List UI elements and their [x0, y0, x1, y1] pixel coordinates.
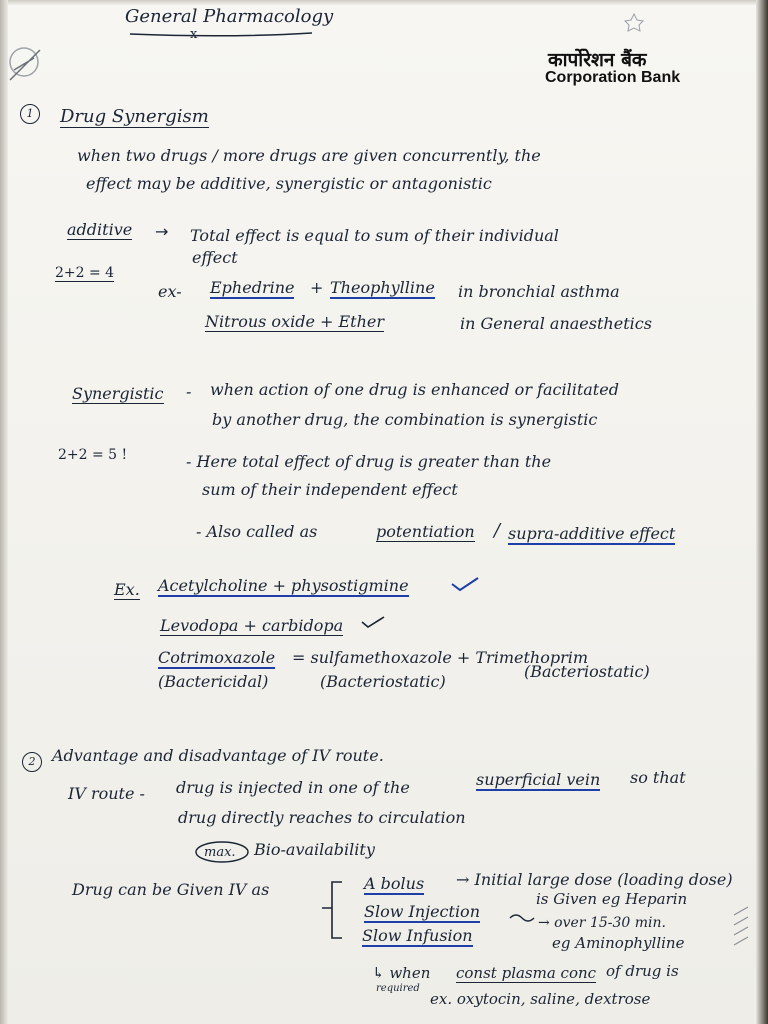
ex2-drugs: Nitrous oxide + Ether	[205, 312, 385, 331]
section-2-heading: Advantage and disadvantage of IV route.	[52, 746, 384, 765]
additive-ex-prefix: ex-	[158, 282, 182, 301]
synergistic-point-1a: - Here total effect of drug is greater than the	[186, 452, 552, 471]
ex-drug-theophylline: Theophylline	[330, 278, 435, 297]
potentiation-term: potentiation	[376, 522, 475, 541]
bio-availability: Bio-availability	[254, 840, 375, 859]
additive-math: 2+2 = 4	[55, 265, 115, 281]
page-title: General Pharmacology	[125, 6, 334, 27]
infusion-note-c: of drug is	[606, 962, 679, 980]
synergistic-dash: -	[186, 382, 192, 401]
title-mark: x	[190, 27, 198, 42]
additive-definition-1: Total effect is equal to sum of their individual	[190, 226, 559, 245]
additive-label: additive	[67, 220, 133, 239]
iv-line-1c: so that	[630, 768, 686, 787]
synergistic-definition-1: when action of one drug is enhanced or facilitated	[210, 380, 619, 399]
ex-drug-ephedrine: Ephedrine	[210, 278, 295, 297]
synergistic-math: 2+2 = 5 !	[58, 447, 128, 463]
example-2: Levodopa + carbidopa	[160, 616, 344, 635]
title-underline	[130, 33, 312, 36]
synergistic-point-2-prefix: - Also called as	[196, 522, 318, 541]
intro-line-1: when two drugs / more drugs are given concurrently, the	[77, 146, 541, 165]
synergistic-label: Synergistic	[72, 384, 164, 403]
term-separator: /	[494, 520, 501, 541]
infusion-note-a: ↳ when	[372, 964, 431, 982]
iv-slow-injection: Slow Injection	[364, 902, 480, 921]
section-1-number: 1	[20, 104, 40, 124]
bank-name-hindi: कार्पोरेशन बैंक	[548, 49, 647, 71]
ex1-context: in bronchial asthma	[458, 282, 620, 301]
ex2-context: in General anaesthetics	[460, 314, 652, 333]
check-mark-1-icon	[452, 578, 478, 590]
ex-plus: +	[310, 278, 324, 297]
example-3-note-2: (Bacteriostatic)	[320, 672, 446, 691]
iv-line-1a: drug is injected in one of the	[176, 778, 410, 797]
max-label: max.	[204, 845, 236, 860]
iv-bracket	[322, 882, 342, 938]
additive-definition-2: effect	[192, 248, 238, 267]
bank-name-english: Corporation Bank	[545, 69, 681, 86]
check-mark-2-icon	[362, 617, 384, 627]
aminophylline-example: eg Aminophylline	[552, 934, 685, 952]
given-iv-label: Drug can be Given IV as	[72, 880, 270, 899]
supra-additive-term: supra-additive effect	[508, 524, 676, 543]
right-hatch-marks	[734, 907, 748, 945]
iv-line-2: drug directly reaches to circulation	[178, 808, 466, 827]
example-3-note-1: (Bactericidal)	[158, 672, 269, 691]
required-note: required	[376, 983, 420, 994]
section-1-heading: Drug Synergism	[60, 106, 209, 127]
star-mark-icon	[625, 14, 643, 31]
bolus-note-2: is Given eg Heparin	[536, 890, 688, 908]
bolus-note-1: → Initial large dose (loading dose)	[456, 870, 733, 889]
example-3-equation: = sulfamethoxazole + Trimethoprim	[292, 648, 589, 667]
infusion-examples: ex. oxytocin, saline, dextrose	[430, 990, 651, 1008]
example-1: Acetylcholine + physostigmine	[158, 576, 409, 595]
synergistic-definition-2: by another drug, the combination is synergistic	[212, 410, 598, 429]
examples-label: Ex.	[114, 580, 140, 599]
example-3-note-3: (Bacteriostatic)	[524, 662, 650, 681]
squiggle-connector	[510, 915, 534, 921]
additive-arrow-icon: →	[155, 222, 169, 241]
example-3-name: Cotrimoxazole	[158, 648, 276, 667]
bank-logo-icon	[10, 48, 40, 80]
iv-slow-infusion: Slow Infusion	[362, 926, 473, 945]
iv-route-label: IV route -	[68, 784, 145, 803]
section-2-number: 2	[22, 752, 42, 772]
synergistic-point-1b: sum of their independent effect	[202, 480, 458, 499]
superficial-vein: superficial vein	[476, 770, 601, 789]
iv-bolus: A bolus	[364, 874, 425, 893]
over-time: → over 15-30 min.	[538, 915, 666, 931]
intro-line-2: effect may be additive, synergistic or antagonistic	[86, 174, 492, 193]
infusion-note-b: const plasma conc	[456, 964, 597, 982]
